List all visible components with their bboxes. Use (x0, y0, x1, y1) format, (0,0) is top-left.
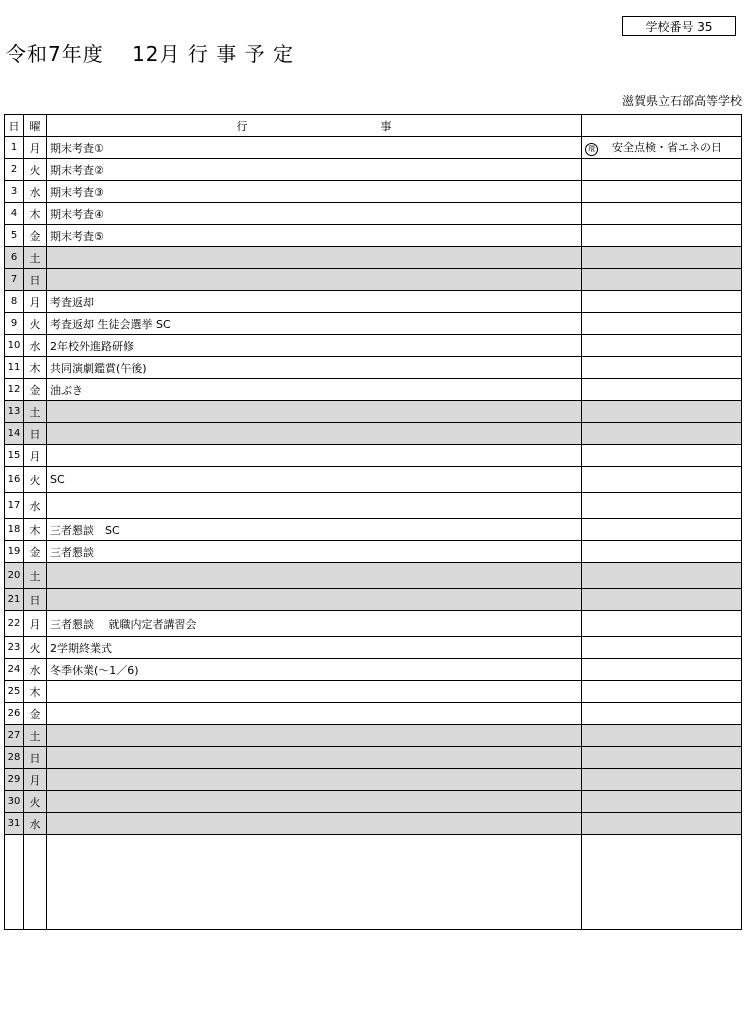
row-weekday: 木 (24, 519, 47, 541)
row-day: 9 (5, 313, 24, 335)
row-day: 23 (5, 637, 24, 659)
table-row (5, 681, 742, 703)
row-note (582, 467, 742, 493)
row-weekday: 金 (24, 541, 47, 563)
row-note (582, 291, 742, 313)
row-weekday: 火 (24, 159, 47, 181)
row-weekday: 日 (24, 423, 47, 445)
table-row (5, 423, 742, 445)
table-row (5, 313, 742, 335)
row-note (582, 247, 742, 269)
table-row (5, 813, 742, 835)
row-weekday: 金 (24, 225, 47, 247)
row-event (47, 247, 582, 269)
row-weekday: 火 (24, 637, 47, 659)
header-note (582, 115, 742, 137)
table-row (5, 659, 742, 681)
row-day: 10 (5, 335, 24, 357)
row-event: 油ぶき (47, 379, 582, 401)
row-day: 17 (5, 493, 24, 519)
row-event: 三者懇談 (47, 541, 582, 563)
header-event-left: 行 (236, 119, 248, 133)
row-day: 29 (5, 769, 24, 791)
table-row (5, 203, 742, 225)
header-event (47, 115, 582, 137)
row-day: 2 (5, 159, 24, 181)
header-event-right: 事 (380, 119, 392, 133)
row-event (47, 813, 582, 835)
row-note (582, 225, 742, 247)
row-event (47, 493, 582, 519)
row-day: 24 (5, 659, 24, 681)
row-event (47, 791, 582, 813)
row-event (47, 423, 582, 445)
table-row (5, 247, 742, 269)
table-row (5, 725, 742, 747)
row-note (582, 203, 742, 225)
table-row (5, 519, 742, 541)
table-row (5, 181, 742, 203)
row-day: 8 (5, 291, 24, 313)
blank-cell (47, 835, 582, 930)
row-weekday: 日 (24, 589, 47, 611)
row-weekday: 土 (24, 563, 47, 589)
table-row (5, 137, 742, 159)
row-weekday: 金 (24, 379, 47, 401)
row-weekday: 月 (24, 611, 47, 637)
table-row (5, 269, 742, 291)
header-weekday: 曜 (24, 115, 47, 137)
table-header-row (5, 115, 742, 137)
row-event: 2学期終業式 (47, 637, 582, 659)
page-title: 令和7年度 12月 行 事 予 定 (6, 42, 294, 66)
row-day: 20 (5, 563, 24, 589)
row-weekday: 水 (24, 335, 47, 357)
row-note (582, 659, 742, 681)
row-day: 21 (5, 589, 24, 611)
row-day: 12 (5, 379, 24, 401)
row-weekday: 金 (24, 703, 47, 725)
row-event (47, 401, 582, 423)
row-note (582, 769, 742, 791)
row-note (582, 401, 742, 423)
row-day: 31 (5, 813, 24, 835)
row-day: 19 (5, 541, 24, 563)
row-day: 1 (5, 137, 24, 159)
table-row (5, 637, 742, 659)
row-event: 冬季休業(～1／6) (47, 659, 582, 681)
row-day: 18 (5, 519, 24, 541)
row-note (582, 357, 742, 379)
row-note (582, 589, 742, 611)
table-row (5, 379, 742, 401)
row-note (582, 747, 742, 769)
table-row (5, 791, 742, 813)
row-note (582, 445, 742, 467)
row-day: 26 (5, 703, 24, 725)
row-weekday: 月 (24, 445, 47, 467)
row-note (582, 541, 742, 563)
row-weekday: 土 (24, 247, 47, 269)
table-row (5, 611, 742, 637)
row-weekday: 水 (24, 181, 47, 203)
row-event: 2年校外進路研修 (47, 335, 582, 357)
row-event (47, 445, 582, 467)
row-weekday: 月 (24, 291, 47, 313)
row-day: 27 (5, 725, 24, 747)
school-number-box: 学校番号 35 (622, 16, 736, 36)
row-note (582, 379, 742, 401)
table-row (5, 541, 742, 563)
row-note (582, 637, 742, 659)
table-row (5, 225, 742, 247)
row-weekday: 日 (24, 747, 47, 769)
table-row (5, 563, 742, 589)
row-day: 22 (5, 611, 24, 637)
row-event: 共同演劇鑑賞(午後) (47, 357, 582, 379)
row-event (47, 563, 582, 589)
row-weekday: 木 (24, 357, 47, 379)
row-day: 30 (5, 791, 24, 813)
row-event (47, 769, 582, 791)
schedule-table (4, 114, 742, 930)
table-row (5, 159, 742, 181)
row-note (582, 725, 742, 747)
row-note (582, 313, 742, 335)
table-row (5, 467, 742, 493)
row-note (582, 813, 742, 835)
school-name: 滋賀県立石部高等学校 (621, 94, 742, 108)
row-event: 期末考査④ (47, 203, 582, 225)
row-event: 期末考査⑤ (47, 225, 582, 247)
row-weekday: 水 (24, 813, 47, 835)
row-note (582, 181, 742, 203)
blank-cell (5, 835, 24, 930)
row-event: 考査返却 生徒会選挙 SC (47, 313, 582, 335)
table-row (5, 493, 742, 519)
row-weekday: 火 (24, 313, 47, 335)
row-event: 考査返却 (47, 291, 582, 313)
row-weekday: 木 (24, 681, 47, 703)
row-note (582, 335, 742, 357)
row-note (582, 519, 742, 541)
row-event (47, 269, 582, 291)
row-event (47, 725, 582, 747)
table-row (5, 357, 742, 379)
row-note (582, 159, 742, 181)
table-row (5, 445, 742, 467)
row-note (582, 269, 742, 291)
row-day: 5 (5, 225, 24, 247)
row-event: SC (47, 467, 582, 493)
row-event (47, 681, 582, 703)
table-row (5, 401, 742, 423)
row-note (582, 493, 742, 519)
row-note-text: 安全点検・省エネの日 (612, 141, 722, 154)
blank-row (5, 835, 742, 930)
row-day: 11 (5, 357, 24, 379)
row-event: 三者懇談 SC (47, 519, 582, 541)
row-event (47, 747, 582, 769)
row-weekday: 水 (24, 659, 47, 681)
row-note (582, 137, 742, 159)
row-note (582, 611, 742, 637)
header-day: 日 (5, 115, 24, 137)
row-weekday: 火 (24, 467, 47, 493)
row-weekday: 火 (24, 791, 47, 813)
row-weekday: 日 (24, 269, 47, 291)
row-day: 4 (5, 203, 24, 225)
row-event (47, 703, 582, 725)
row-note (582, 791, 742, 813)
row-event (47, 589, 582, 611)
row-day: 3 (5, 181, 24, 203)
row-note (582, 681, 742, 703)
table-row (5, 335, 742, 357)
row-weekday: 月 (24, 769, 47, 791)
row-weekday: 木 (24, 203, 47, 225)
table-row (5, 589, 742, 611)
row-weekday: 水 (24, 493, 47, 519)
environment-mark-icon: 環 (585, 143, 598, 156)
blank-cell (582, 835, 742, 930)
row-note (582, 563, 742, 589)
row-day: 15 (5, 445, 24, 467)
table-row (5, 769, 742, 791)
row-day: 7 (5, 269, 24, 291)
row-day: 25 (5, 681, 24, 703)
row-event: 期末考査③ (47, 181, 582, 203)
table-row (5, 291, 742, 313)
table-row (5, 747, 742, 769)
row-day: 6 (5, 247, 24, 269)
row-day: 16 (5, 467, 24, 493)
row-note (582, 703, 742, 725)
row-note (582, 423, 742, 445)
row-day: 28 (5, 747, 24, 769)
row-event: 期末考査① (47, 137, 582, 159)
row-event: 期末考査② (47, 159, 582, 181)
table-row (5, 703, 742, 725)
blank-cell (24, 835, 47, 930)
row-weekday: 月 (24, 137, 47, 159)
row-day: 13 (5, 401, 24, 423)
row-event: 三者懇談 就職内定者講習会 (47, 611, 582, 637)
row-weekday: 土 (24, 401, 47, 423)
row-day: 14 (5, 423, 24, 445)
row-weekday: 土 (24, 725, 47, 747)
